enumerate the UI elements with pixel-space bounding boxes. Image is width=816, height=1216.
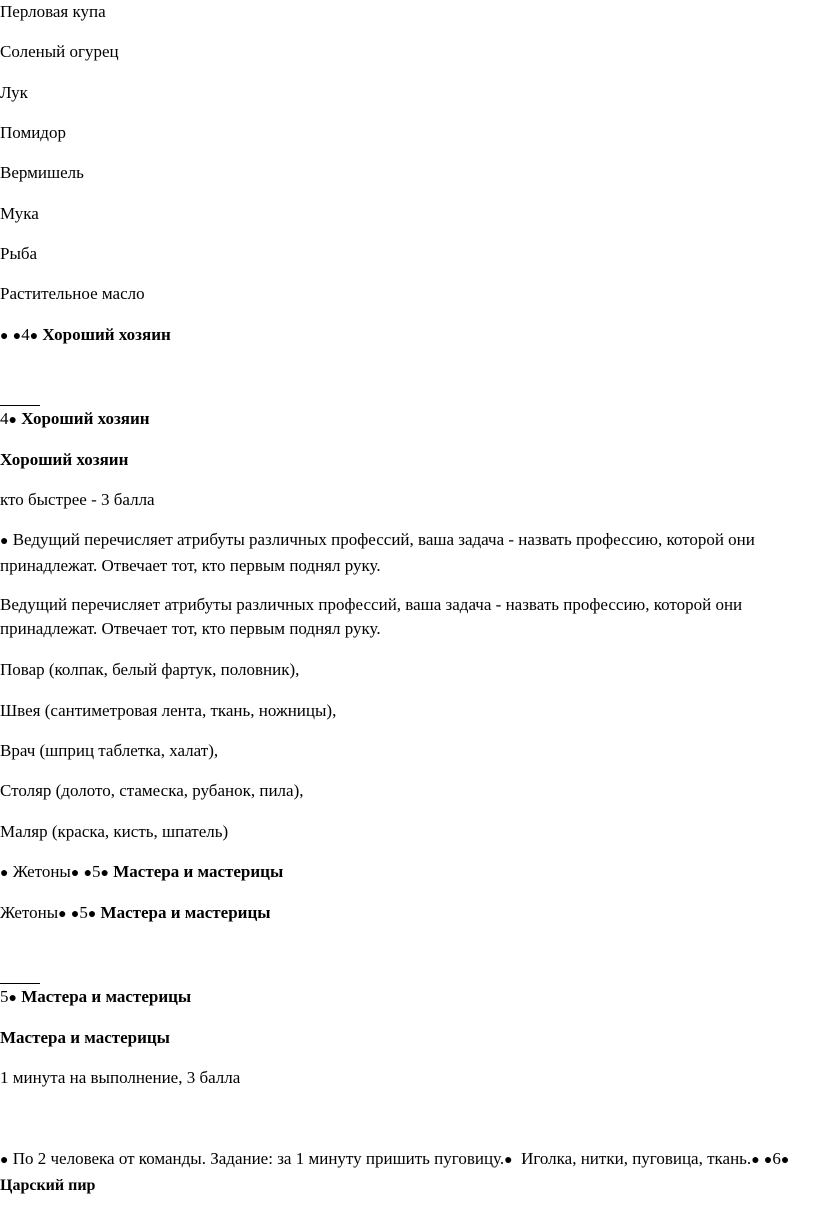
section-4-task-bulleted <box>0 528 812 578</box>
ingredient-item: Лук <box>0 83 28 102</box>
bullet-icon: ● <box>58 907 67 922</box>
bullet-icon: ● <box>29 329 39 344</box>
bullet-icon: ● <box>780 1153 790 1168</box>
tokens-section-5-bulleted <box>0 860 283 886</box>
task-text: По 2 человека от команды. Задание: за 1 минуту пришить пуговицу. <box>12 1149 505 1168</box>
profession-item: Швея (сантиметровая лента, ткань, ножницы), <box>0 701 337 720</box>
materials-text: Иголка, нитки, пуговица, ткань. <box>521 1149 752 1168</box>
bullet-icon: ● <box>0 329 9 344</box>
section-title: Хороший хозяин <box>42 325 171 344</box>
bullet-icon: ● <box>8 413 17 428</box>
section-5-heading <box>0 985 191 1011</box>
bullet-icon: ● <box>12 329 22 344</box>
section-title: Мастера и мастерицы <box>113 862 284 881</box>
section-title: Хороший хозяин <box>0 450 129 469</box>
ingredient-item: Вермишель <box>0 163 84 182</box>
bullet-icon: ● <box>763 1153 773 1168</box>
section-number: 6 <box>772 1149 781 1168</box>
bullet-icon: ● <box>87 907 97 922</box>
section-title: Мастера и мастерицы <box>21 987 192 1006</box>
bullet-icon: ● <box>0 534 9 549</box>
section-title: Мастера и мастерицы <box>100 903 271 922</box>
section-number: 5 <box>0 987 9 1006</box>
section-5-task-bulleted <box>0 1147 812 1198</box>
section-5-points: 1 минута на выполнение, 3 балла <box>0 1068 241 1087</box>
section-number: 5 <box>79 903 88 922</box>
bullet-icon: ● <box>8 991 17 1006</box>
ingredient-item: Соленый огурец <box>0 42 119 61</box>
bullet-icon: ● <box>70 866 80 881</box>
ingredient-item: Перловая купа <box>0 2 106 21</box>
profession-item: Маляр (краска, кисть, шпатель) <box>0 822 229 841</box>
profession-item: Повар (колпак, белый фартук, половник), <box>0 660 300 679</box>
profession-item: Врач (шприц таблетка, халат), <box>0 741 219 760</box>
section-title: Хороший хозяин <box>21 409 150 428</box>
bullet-icon: ● <box>0 1153 9 1168</box>
section-4-title <box>0 448 128 472</box>
tokens-section-5 <box>0 901 271 927</box>
profession-item: Столяр (долото, стамеска, рубанок, пила), <box>0 781 304 800</box>
bullet-icon: ● <box>100 866 110 881</box>
divider <box>0 983 40 984</box>
ingredient-item: Мука <box>0 204 39 223</box>
section-number: 4 <box>0 409 9 428</box>
task-text: Ведущий перечисляет атрибуты различных профессий, ваша задача - назвать профессию, которой они принадлежат. Отвечает тот, кто первым поднял руку. <box>0 530 755 575</box>
tokens-label: Жетоны <box>0 903 59 922</box>
bullet-icon: ● <box>83 866 93 881</box>
section-number: 5 <box>92 862 101 881</box>
section-title: Царский пир <box>0 1177 96 1194</box>
section-4-task: Ведущий перечисляет атрибуты различных профессий, ваша задача - назвать профессию, которой они принадлежат. Отвечает тот, кто первым поднял руку. <box>0 595 743 638</box>
ingredient-item: Растительное масло <box>0 284 145 303</box>
section-5-title <box>0 1026 170 1050</box>
ingredient-item: Помидор <box>0 123 66 142</box>
section-4-heading <box>0 407 150 433</box>
bullet-icon: ● <box>0 866 9 881</box>
section-4-heading-bulleted <box>0 323 171 349</box>
section-number: 4 <box>21 325 30 344</box>
tokens-label: Жетоны <box>12 862 71 881</box>
ingredient-item: Рыба <box>0 244 38 263</box>
bullet-icon: ● <box>70 907 80 922</box>
bullet-icon: ● <box>751 1153 760 1168</box>
bullet-icon: ● <box>504 1153 513 1168</box>
divider <box>0 405 40 406</box>
section-title: Мастера и мастерицы <box>0 1028 170 1047</box>
section-4-points: кто быстрее - 3 балла <box>0 490 155 509</box>
